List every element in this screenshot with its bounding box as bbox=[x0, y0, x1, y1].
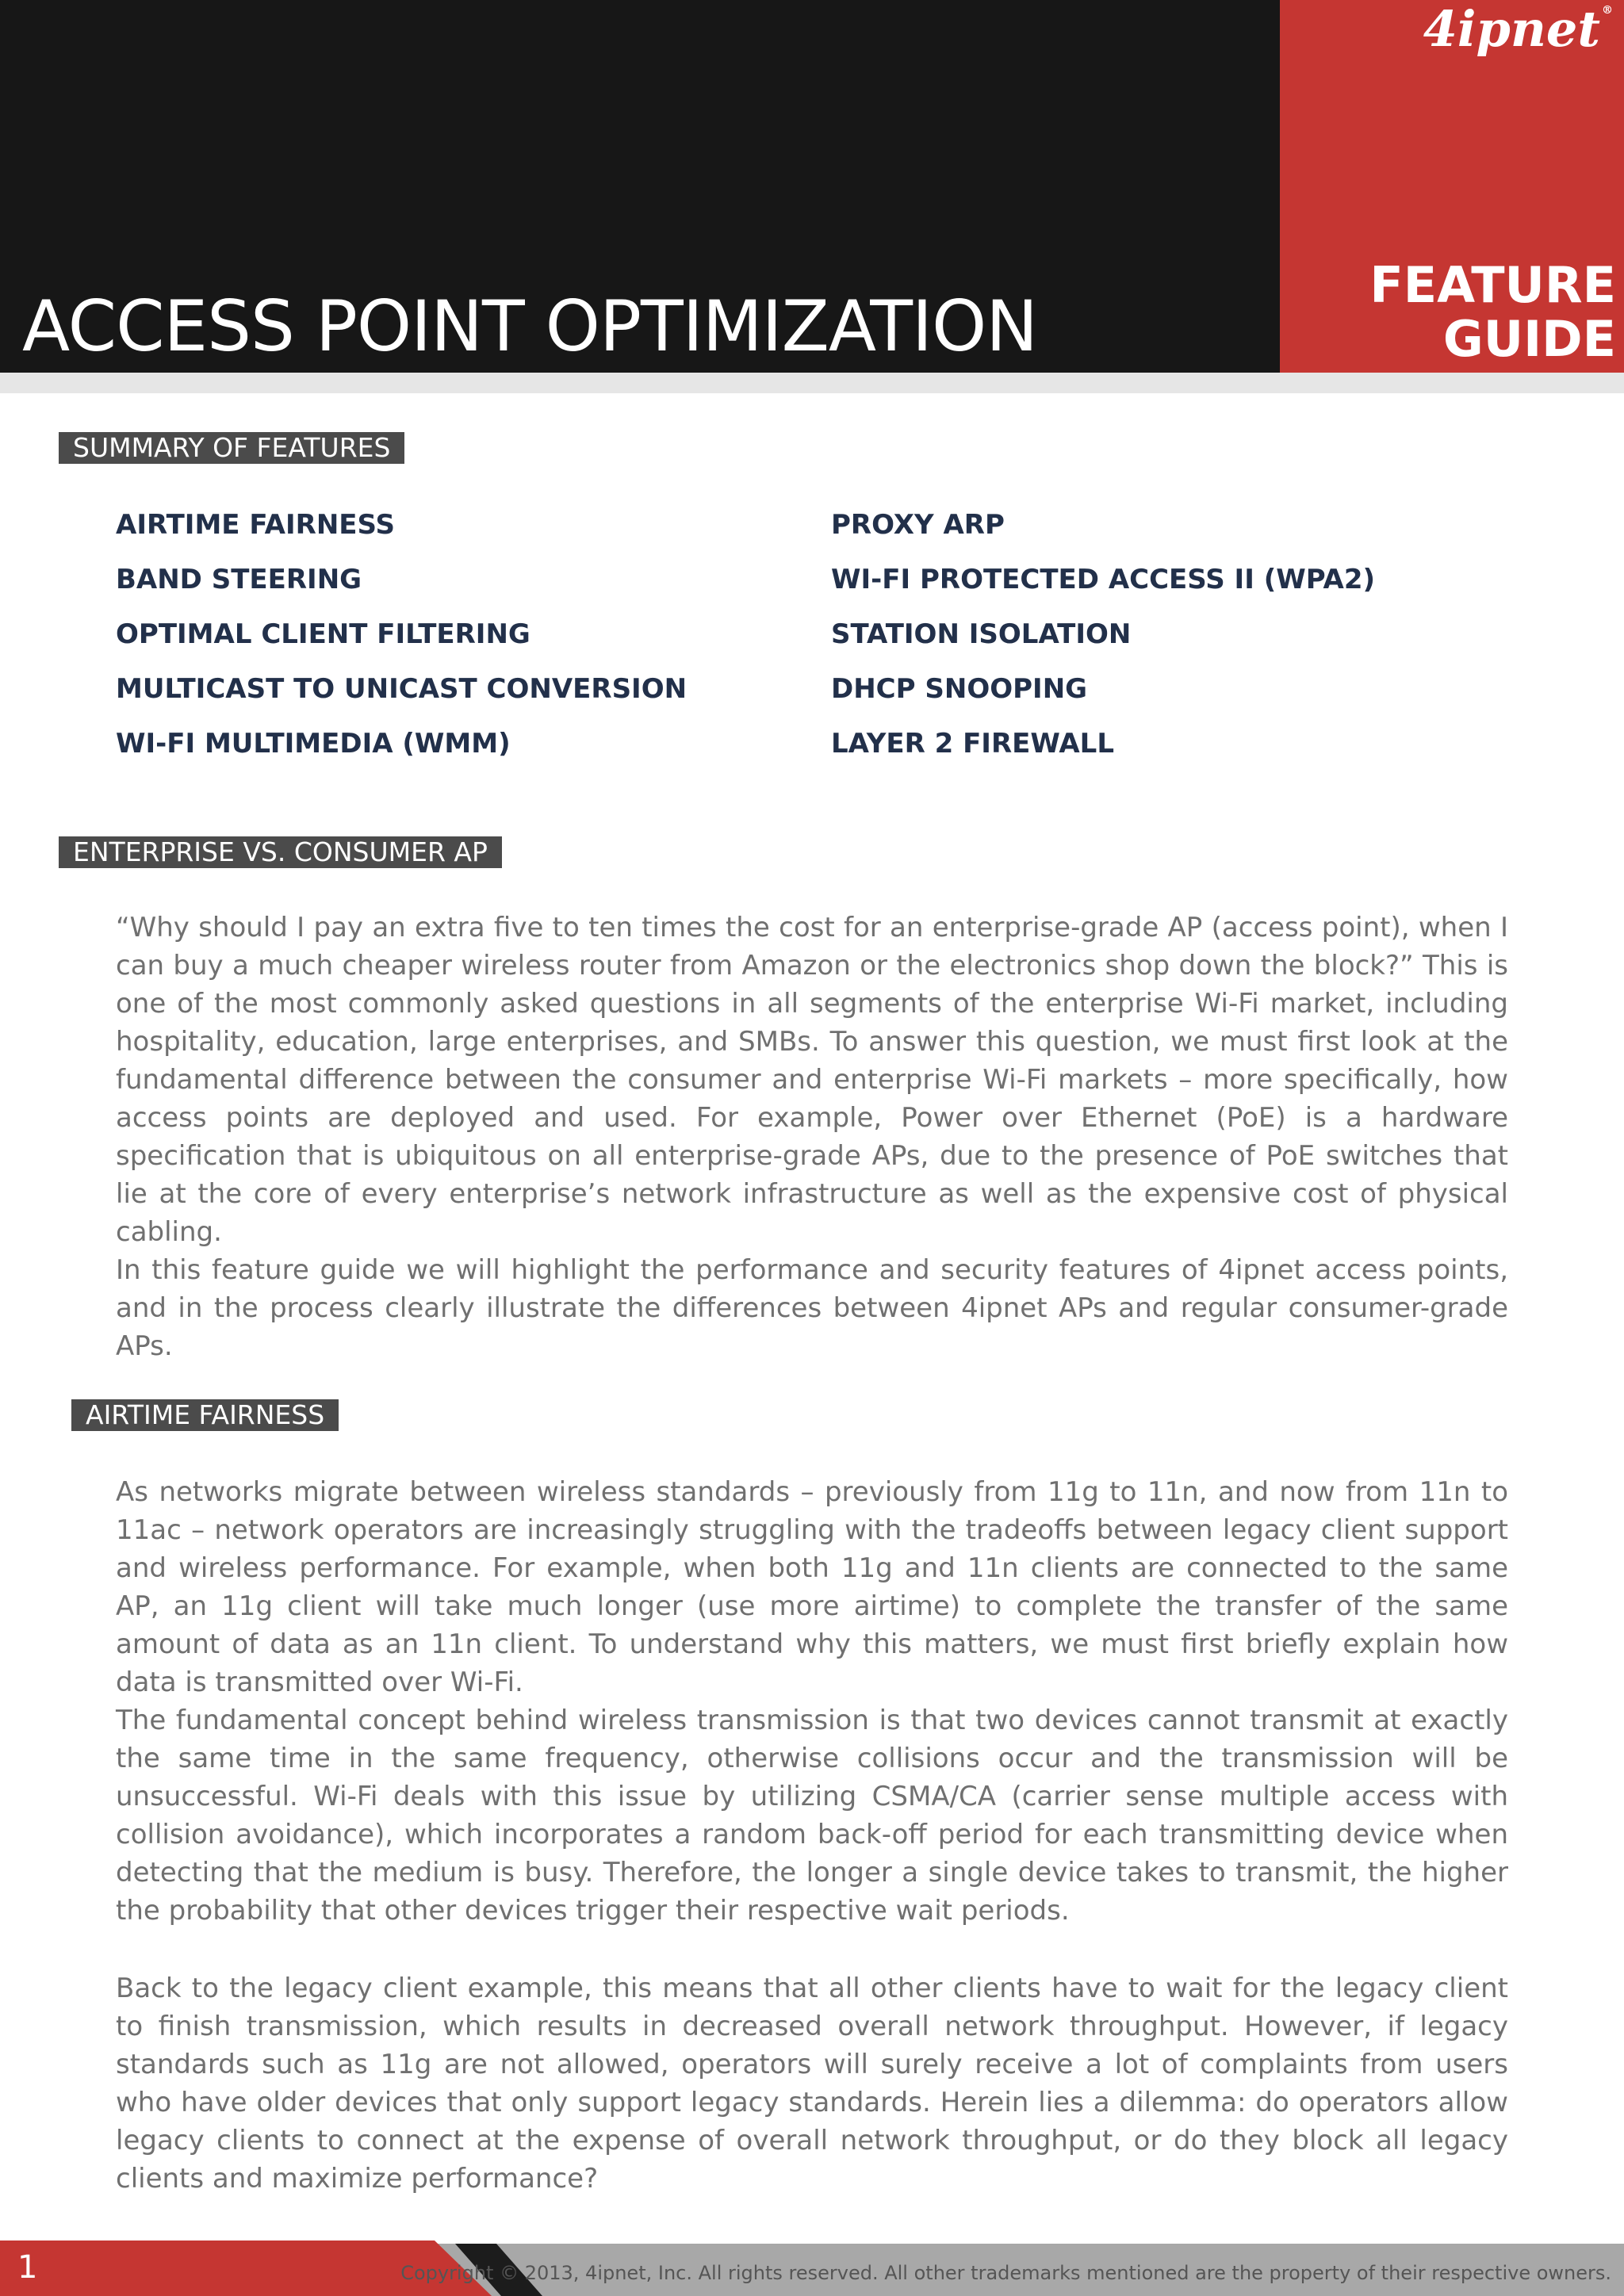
enterprise-paragraph: “Why should I pay an extra five to ten times the cost for an enterprise-grade AP (access point), when I can buy a much cheaper wireless router from Amazon or the electronics shop down the block?” This is one of the most commonly asked questions in all segments of the enterprise Wi-Fi market, including hospitality, education, large enterprises, and SMBs. To answer this question, we must first look at the fundamental difference between the consumer and enterprise Wi-Fi markets – more specifically, how access points are deployed and used. For example, Power over Ethernet (PoE) is a hardware specification that is ubiquitous on all enterprise-grade APs, due to the presence of PoE switches that lie at the core of every enterprise’s network infrastructure as well as the expensive cost of physical cabling. bbox=[116, 912, 1508, 1248]
feature-item: PROXY ARP bbox=[831, 509, 1005, 541]
airtime-paragraph: Back to the legacy client example, this means that all other clients have to wait for the legacy client to finish transmission, which results in decreased overall network throughput. However, if legacy standards such as 11g are not allowed, operators will surely receive a lot of complaints from users who have older devices that only support legacy standards. Herein lies a dilemma: do operators allow legacy clients to connect at the expense of overall network throughput, or do they block all legacy clients and maximize performance? bbox=[116, 1973, 1508, 2195]
page-title: ACCESS POINT OPTIMIZATION bbox=[22, 285, 1038, 367]
feature-item: AIRTIME FAIRNESS bbox=[116, 509, 395, 541]
airtime-paragraph: The fundamental concept behind wireless transmission is that two devices cannot transmit at exactly the same time in the same frequency, otherwise collisions occur and the transmission will be unsuccessful. Wi-Fi deals with this issue by utilizing CSMA/CA (carrier sense multiple access with collision avoidance), which incorporates a random back-off period for each transmitting device when detecting that the medium is busy. Therefore, the longer a single device takes to transmit, the higher the probability that other devices trigger their respective wait periods. bbox=[116, 1705, 1508, 1927]
feature-guide-line-1: FEATURE bbox=[1369, 256, 1616, 314]
registered-mark: ® bbox=[1602, 4, 1613, 17]
brand-logo-text: 4ipnet bbox=[1423, 0, 1600, 58]
brand-logo bbox=[1423, 0, 1613, 58]
enterprise-heading: ENTERPRISE VS. CONSUMER AP bbox=[59, 836, 502, 868]
airtime-heading: AIRTIME FAIRNESS bbox=[71, 1399, 339, 1431]
page-number: 1 bbox=[17, 2249, 38, 2286]
feature-item: LAYER 2 FIREWALL bbox=[831, 728, 1114, 760]
feature-item: BAND STEERING bbox=[116, 564, 362, 595]
feature-guide-line-2: GUIDE bbox=[1442, 310, 1616, 368]
feature-item: WI-FI MULTIMEDIA (WMM) bbox=[116, 728, 511, 760]
feature-list-left bbox=[116, 498, 687, 771]
feature-item: OPTIMAL CLIENT FILTERING bbox=[116, 618, 530, 650]
enterprise-paragraph: In this feature guide we will highlight the performance and security features of 4ipnet access points, and in the process clearly illustrate the differences between 4ipnet APs and regular consumer-grade APs. bbox=[116, 1254, 1508, 1362]
airtime-paragraph: As networks migrate between wireless standards – previously from 11g to 11n, and now from 11n to 11ac – network operators are increasingly struggling with the tradeoffs between legacy client support and wireless performance. For example, when both 11g and 11n clients are connected to the same AP, an 11g client will take much longer (use more airtime) to complete the transfer of the same amount of data as an 11n client. To understand why this matters, we must first briefly explain how data is transmitted over Wi-Fi. bbox=[116, 1476, 1508, 1698]
summary-heading: SUMMARY OF FEATURES bbox=[59, 432, 404, 464]
feature-item: DHCP SNOOPING bbox=[831, 673, 1088, 705]
feature-item: WI-FI PROTECTED ACCESS II (WPA2) bbox=[831, 564, 1376, 595]
header-divider-strip bbox=[0, 373, 1624, 393]
feature-item: MULTICAST TO UNICAST CONVERSION bbox=[116, 673, 688, 705]
copyright-notice: Copyright © 2013, 4ipnet, Inc. All rights reserved. All other trademarks mentioned are the property of their respective owners. bbox=[400, 2262, 1611, 2284]
feature-list-right bbox=[831, 498, 1375, 771]
feature-guide-label bbox=[1283, 258, 1616, 366]
feature-item: STATION ISOLATION bbox=[831, 618, 1132, 650]
